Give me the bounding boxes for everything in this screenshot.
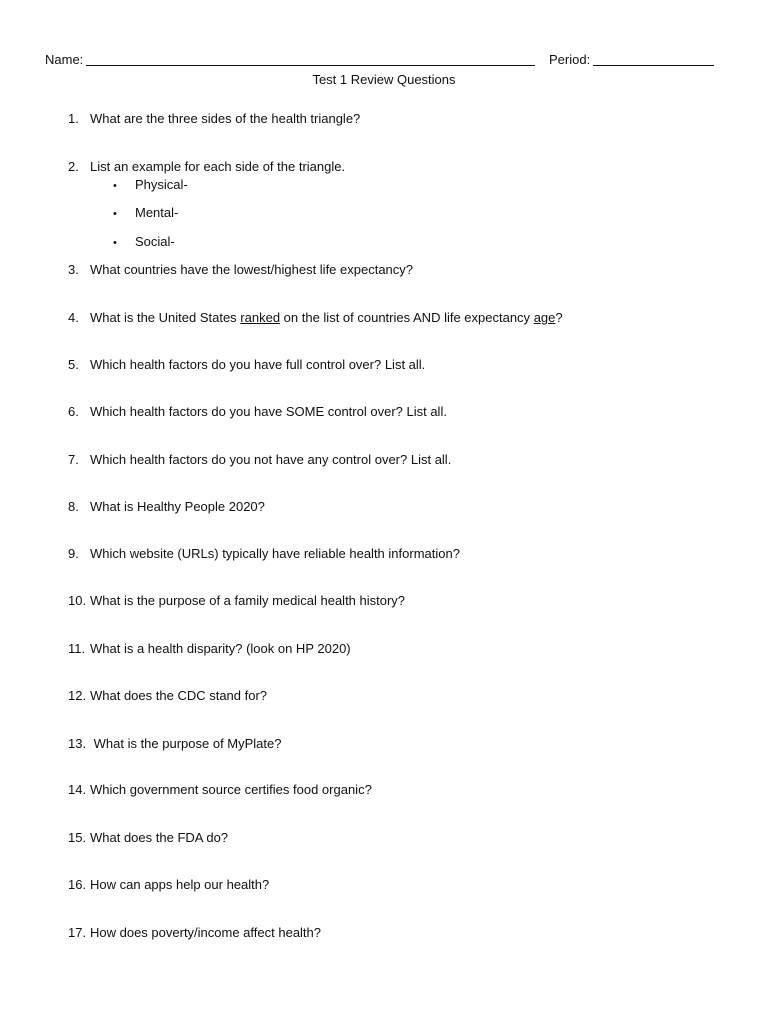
question-number: 3. (68, 262, 79, 277)
bullet-physical (113, 176, 188, 195)
question-text: What countries have the lowest/highest life expectancy? (90, 262, 414, 277)
question-number: 15. (68, 830, 87, 845)
question-number: 17. (68, 925, 87, 940)
question-13 (68, 735, 281, 753)
question-6 (68, 403, 447, 421)
bullet-label: Social- (135, 234, 175, 249)
question-number: 13. (68, 736, 87, 751)
underlined-age: age (533, 310, 556, 325)
question-text: Which government source certifies food organic? (90, 782, 372, 797)
question-text: How does poverty/income affect health? (90, 925, 322, 940)
question-4 (68, 309, 563, 327)
question-number: 6. (68, 404, 79, 419)
question-2 (68, 158, 345, 176)
question-number: 5. (68, 357, 79, 372)
question-15 (68, 829, 228, 847)
question-11 (68, 640, 351, 658)
question-text-part: ? (555, 310, 563, 325)
question-10 (68, 592, 405, 610)
question-12 (68, 687, 267, 705)
question-text: Which health factors do you have SOME control over? List all. (90, 404, 447, 419)
question-number: 16. (68, 877, 87, 892)
question-1 (68, 110, 360, 128)
question-number: 9. (68, 546, 79, 561)
question-16 (68, 876, 269, 894)
question-text: What does the CDC stand for? (90, 688, 268, 703)
question-8 (68, 498, 265, 516)
underlined-ranked: ranked (240, 310, 281, 325)
question-number: 7. (68, 452, 79, 467)
document-title: Test 1 Review Questions (312, 72, 456, 87)
question-text-part: on the list of countries AND life expectancy (280, 310, 534, 325)
question-text: Which website (URLs) typically have reliable health information? (90, 546, 460, 561)
question-number: 1. (68, 111, 79, 126)
question-3 (68, 261, 413, 279)
question-number: 8. (68, 499, 79, 514)
period-label: Period: (549, 52, 591, 67)
name-label: Name: (45, 52, 84, 67)
question-number: 11. (68, 641, 86, 656)
question-text: What are the three sides of the health triangle? (90, 111, 361, 126)
bullet-label: Physical- (135, 177, 188, 192)
bullet-icon: • (113, 208, 117, 220)
question-text: Which health factors do you not have any control over? List all. (90, 452, 452, 467)
period-blank-line (593, 51, 714, 66)
name-blank-line (86, 51, 535, 66)
question-number: 2. (68, 159, 79, 174)
bullet-mental (113, 204, 178, 223)
bullet-label: Mental- (135, 205, 179, 220)
question-5 (68, 356, 425, 374)
question-17 (68, 924, 321, 942)
question-text: How can apps help our health? (90, 877, 270, 892)
question-text: What is Healthy People 2020? (90, 499, 265, 514)
question-text: List an example for each side of the triangle. (90, 159, 346, 174)
question-text: Which health factors do you have full control over? List all. (90, 357, 426, 372)
question-number: 10. (68, 593, 87, 608)
question-14 (68, 781, 372, 799)
question-number: 12. (68, 688, 87, 703)
question-text-part: What is the United States (90, 310, 241, 325)
question-7 (68, 451, 451, 469)
bullet-icon: • (113, 237, 117, 249)
question-number: 14. (68, 782, 87, 797)
question-text: What is the purpose of a family medical health history? (90, 593, 406, 608)
question-text: What is the purpose of MyPlate? (90, 736, 282, 751)
question-text: What is a health disparity? (look on HP 2020) (90, 641, 351, 656)
question-number: 4. (68, 310, 79, 325)
bullet-icon: • (113, 180, 117, 192)
bullet-social (113, 233, 175, 252)
question-text: What does the FDA do? (90, 830, 229, 845)
header-line (45, 51, 715, 69)
question-9 (68, 545, 460, 563)
